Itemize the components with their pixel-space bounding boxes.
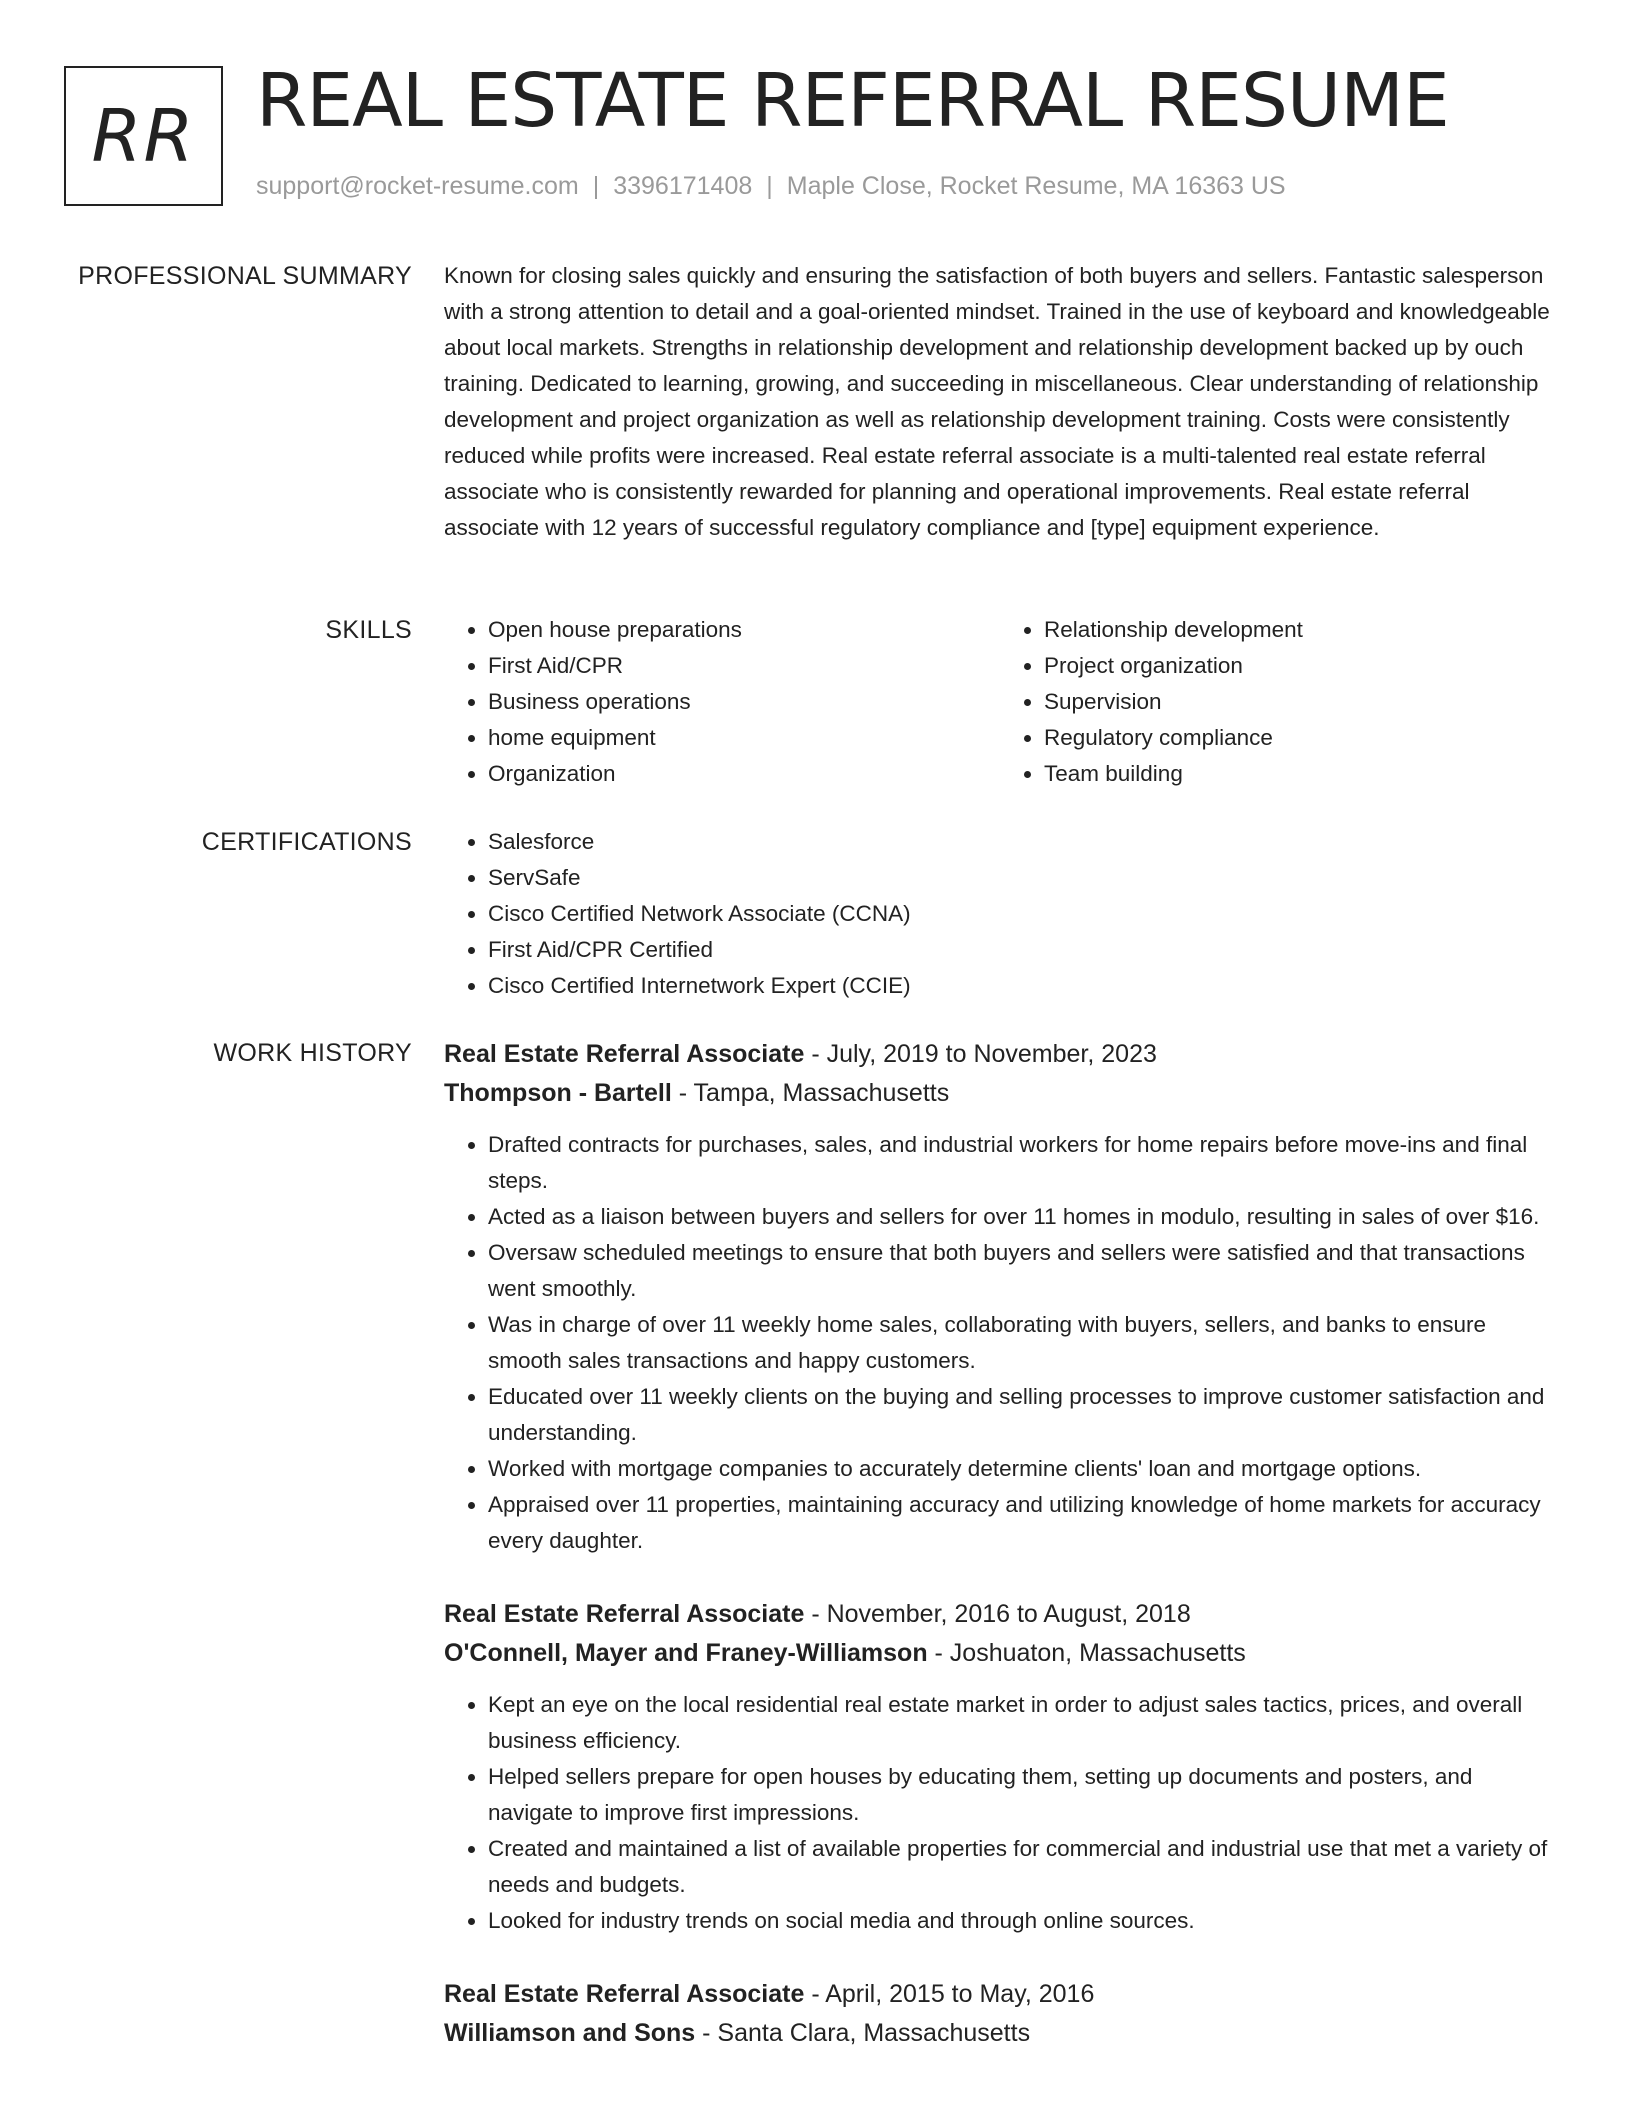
certification-item: • Cisco Certified Internetwork Expert (CCIE)	[488, 968, 1556, 1004]
skill-item: • Supervision	[1044, 684, 1556, 720]
job-location: - Joshuaton, Massachusetts	[927, 1639, 1246, 1667]
job-title-line	[444, 1035, 1556, 1074]
skills-list-left	[444, 612, 1000, 792]
certification-item: • ServSafe	[488, 860, 1556, 896]
section-label: WORK HISTORY	[213, 1039, 412, 1067]
job-title-line	[444, 1975, 1556, 2014]
skill-item: • Open house preparations	[488, 612, 1000, 648]
job-bullet: • Looked for industry trends on social media and through online sources.	[488, 1903, 1556, 1939]
job-bullet: • Appraised over 11 properties, maintaining accuracy and utilizing knowledge of home markets for accuracy every daughter.	[488, 1487, 1556, 1559]
summary-text: Known for closing sales quickly and ensuring the satisfaction of both buyers and sellers. Fantastic salesperson with a strong attention to detail and a goal-oriented mindset. Trained in the use of keyboard and knowledgeable about local markets. Strengths in relationship development and relationship development backed up by ouch training. Dedicated to learning, growing, and succeeding in miscellaneous. Clear understanding of relationship development and project organization as well as relationship development training. Costs were consistently reduced while profits were increased. Real estate referral associate is a multi-talented real estate referral associate who is consistently rewarded for planning and operational improvements. Real estate referral associate with 12 years of successful regulatory compliance and [type] equipment experience.	[444, 263, 1550, 540]
contact-email: support@rocket-resume.com	[256, 172, 579, 200]
skill-item: • Organization	[488, 756, 1000, 792]
section-label: PROFESSIONAL SUMMARY	[78, 262, 412, 290]
skill-item: • home equipment	[488, 720, 1000, 756]
contact-line	[256, 172, 1286, 201]
section-label: CERTIFICATIONS	[201, 828, 412, 856]
section-content	[444, 824, 1556, 1004]
contact-separator: |	[766, 172, 773, 200]
job-title: Real Estate Referral Associate	[444, 1040, 805, 1068]
job-company: Williamson and Sons	[444, 2019, 696, 2047]
job-company-line	[444, 2014, 1556, 2053]
job-bullet: • Kept an eye on the local residential real estate market in order to adjust sales tactics, prices, and overall business efficiency.	[488, 1687, 1556, 1759]
section-content	[444, 612, 1556, 792]
job-bullet: • Educated over 11 weekly clients on the buying and selling processes to improve customer satisfaction and understanding.	[488, 1379, 1556, 1451]
job-bullet: • Worked with mortgage companies to accurately determine clients' loan and mortgage options.	[488, 1451, 1556, 1487]
skill-item: • Team building	[1044, 756, 1556, 792]
job-bullet: • Drafted contracts for purchases, sales, and industrial workers for home repairs before move-ins and final steps.	[488, 1127, 1556, 1199]
certification-item: • Salesforce	[488, 824, 1556, 860]
certifications-list	[444, 824, 1556, 1004]
job-entry	[444, 1035, 1556, 1559]
skill-item: • Regulatory compliance	[1044, 720, 1556, 756]
skill-item: • First Aid/CPR	[488, 648, 1000, 684]
job-company-line	[444, 1634, 1556, 1673]
job-company-line	[444, 1074, 1556, 1113]
skill-item: • Project organization	[1044, 648, 1556, 684]
job-bullet: • Created and maintained a list of available properties for commercial and industrial use that met a variety of needs and budgets.	[488, 1831, 1556, 1903]
section-content	[444, 1035, 1556, 2089]
contact-address: Maple Close, Rocket Resume, MA 16363 US	[786, 172, 1286, 200]
job-bullet: • Acted as a liaison between buyers and sellers for over 11 homes in modulo, resulting in sales of over $16.	[488, 1199, 1556, 1235]
job-title: Real Estate Referral Associate	[444, 1600, 805, 1628]
certification-item: • First Aid/CPR Certified	[488, 932, 1556, 968]
monogram-logo: RR	[64, 66, 223, 206]
skill-item: • Relationship development	[1044, 612, 1556, 648]
job-company: O'Connell, Mayer and Franey-Williamson	[444, 1639, 928, 1667]
job-title-line	[444, 1595, 1556, 1634]
resume-title: REAL ESTATE REFERRAL RESUME	[256, 58, 1449, 144]
job-dates: - November, 2016 to August, 2018	[804, 1600, 1191, 1628]
certification-item: • Cisco Certified Network Associate (CCNA)	[488, 896, 1556, 932]
section-content	[444, 258, 1556, 546]
job-bullet: • Was in charge of over 11 weekly home sales, collaborating with buyers, sellers, and banks to ensure smooth sales transactions and happy customers.	[488, 1307, 1556, 1379]
job-dates: - July, 2019 to November, 2023	[804, 1040, 1157, 1068]
job-location: - Santa Clara, Massachusetts	[695, 2019, 1031, 2047]
job-dates: - April, 2015 to May, 2016	[804, 1980, 1095, 2008]
job-entry	[444, 1975, 1556, 2053]
job-bullet: • Helped sellers prepare for open houses by educating them, setting up documents and posters, and navigate to improve first impressions.	[488, 1759, 1556, 1831]
job-bullets	[444, 1687, 1556, 1939]
job-bullets	[444, 1127, 1556, 1559]
section-label: SKILLS	[325, 616, 412, 644]
job-bullet: • Oversaw scheduled meetings to ensure that both buyers and sellers were satisfied and that transactions went smoothly.	[488, 1235, 1556, 1307]
job-title: Real Estate Referral Associate	[444, 1980, 805, 2008]
contact-phone: 3396171408	[613, 172, 753, 200]
job-company: Thompson - Bartell	[444, 1079, 672, 1107]
skills-list-right	[1000, 612, 1556, 792]
skill-item: • Business operations	[488, 684, 1000, 720]
job-entry	[444, 1595, 1556, 1939]
contact-separator: |	[592, 172, 600, 200]
job-location: - Tampa, Massachusetts	[671, 1079, 950, 1107]
